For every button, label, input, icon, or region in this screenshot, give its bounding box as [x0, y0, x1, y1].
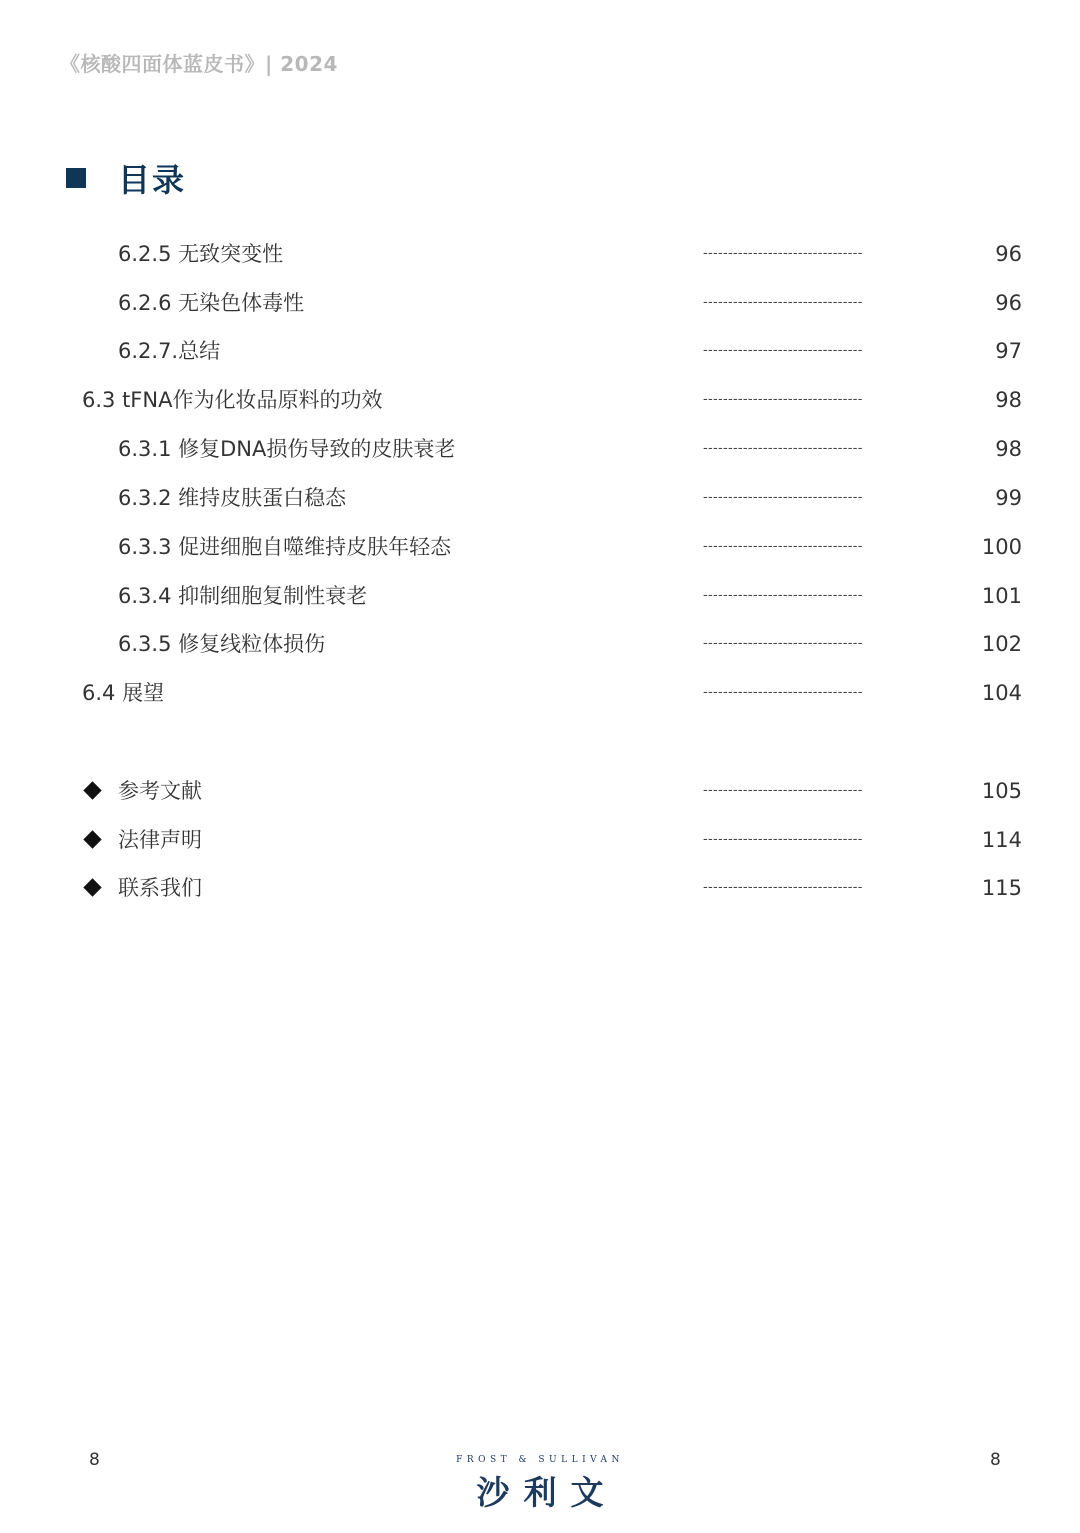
appendix-entry[interactable] [0, 771, 1080, 811]
toc-entry-page: 96 [995, 291, 1022, 315]
toc-leader: -------------------------------- [703, 295, 863, 310]
toc-leader: -------------------------------- [703, 783, 863, 798]
footer-page-number-left: 8 [89, 1450, 100, 1470]
appendix-entry-label: 法律声明 [118, 828, 202, 852]
toc-entry-label: 6.2.5 无致突变性 [118, 242, 284, 266]
toc-entry-page: 98 [995, 388, 1022, 412]
toc-entry-page: 101 [981, 584, 1022, 608]
toc-leader: -------------------------------- [703, 246, 863, 261]
toc-leader: -------------------------------- [703, 832, 863, 847]
toc-entry-label: 6.3.2 维持皮肤蛋白稳态 [118, 486, 347, 510]
toc-entry-page: 102 [981, 632, 1022, 656]
square-bullet-icon [66, 168, 86, 188]
toc-leader: -------------------------------- [703, 441, 863, 456]
toc-leader: -------------------------------- [703, 490, 863, 505]
toc-entry[interactable] [0, 527, 1080, 567]
footer-page-number-right: 8 [990, 1450, 1001, 1470]
toc-entry[interactable] [0, 234, 1080, 274]
appendix-entry-page: 114 [981, 828, 1022, 852]
toc-entry[interactable] [0, 576, 1080, 616]
toc-entry[interactable] [0, 478, 1080, 518]
header-title: 《核酸四面体蓝皮书》| 2024 [60, 52, 338, 76]
appendix-entry[interactable] [0, 820, 1080, 860]
toc-entry-page: 100 [981, 535, 1022, 559]
logo-english-text: FROST & SULLIVAN [456, 1455, 624, 1465]
toc-entry-label: 6.3.3 促进细胞自噬维持皮肤年轻态 [118, 535, 452, 559]
appendix-entry-page: 105 [981, 779, 1022, 803]
diamond-bullet-icon [83, 830, 101, 848]
toc-entry[interactable] [0, 673, 1080, 713]
toc-entry-label: 6.3.1 修复DNA损伤导致的皮肤衰老 [118, 437, 456, 461]
appendix-entry[interactable] [0, 868, 1080, 908]
toc-leader: -------------------------------- [703, 343, 863, 358]
toc-entry[interactable] [0, 429, 1080, 469]
toc-leader: -------------------------------- [703, 685, 863, 700]
appendix-entry-page: 115 [981, 876, 1022, 900]
toc-entry-page: 96 [995, 242, 1022, 266]
toc-entry[interactable] [0, 380, 1080, 420]
appendix-entry-label: 联系我们 [118, 876, 202, 900]
toc-entry-page: 104 [981, 681, 1022, 705]
toc-entry-label: 6.3 tFNA作为化妆品原料的功效 [82, 388, 383, 412]
diamond-bullet-icon [83, 878, 101, 896]
toc-leader: -------------------------------- [703, 539, 863, 554]
appendix-entry-label: 参考文献 [118, 779, 202, 803]
toc-entry-label: 6.3.4 抑制细胞复制性衰老 [118, 584, 368, 608]
toc-entry-label: 6.4 展望 [82, 681, 165, 705]
toc-section-heading [66, 156, 186, 200]
frost-sullivan-logo [448, 1455, 632, 1514]
toc-leader: -------------------------------- [703, 392, 863, 407]
toc-entry-label: 6.3.5 修复线粒体损伤 [118, 632, 326, 656]
toc-entry-label: 6.2.7.总结 [118, 339, 221, 363]
toc-entry-page: 99 [995, 486, 1022, 510]
toc-leader: -------------------------------- [703, 880, 863, 895]
toc-entry-page: 97 [995, 339, 1022, 363]
toc-entry[interactable] [0, 624, 1080, 664]
toc-entry-label: 6.2.6 无染色体毒性 [118, 291, 305, 315]
logo-chinese-text: 沙利文 [476, 1473, 618, 1512]
toc-entry-page: 98 [995, 437, 1022, 461]
diamond-bullet-icon [83, 781, 101, 799]
section-title: 目录 [118, 161, 187, 199]
toc-entry[interactable] [0, 283, 1080, 323]
toc-leader: -------------------------------- [703, 636, 863, 651]
toc-leader: -------------------------------- [703, 588, 863, 603]
toc-entry[interactable] [0, 331, 1080, 371]
